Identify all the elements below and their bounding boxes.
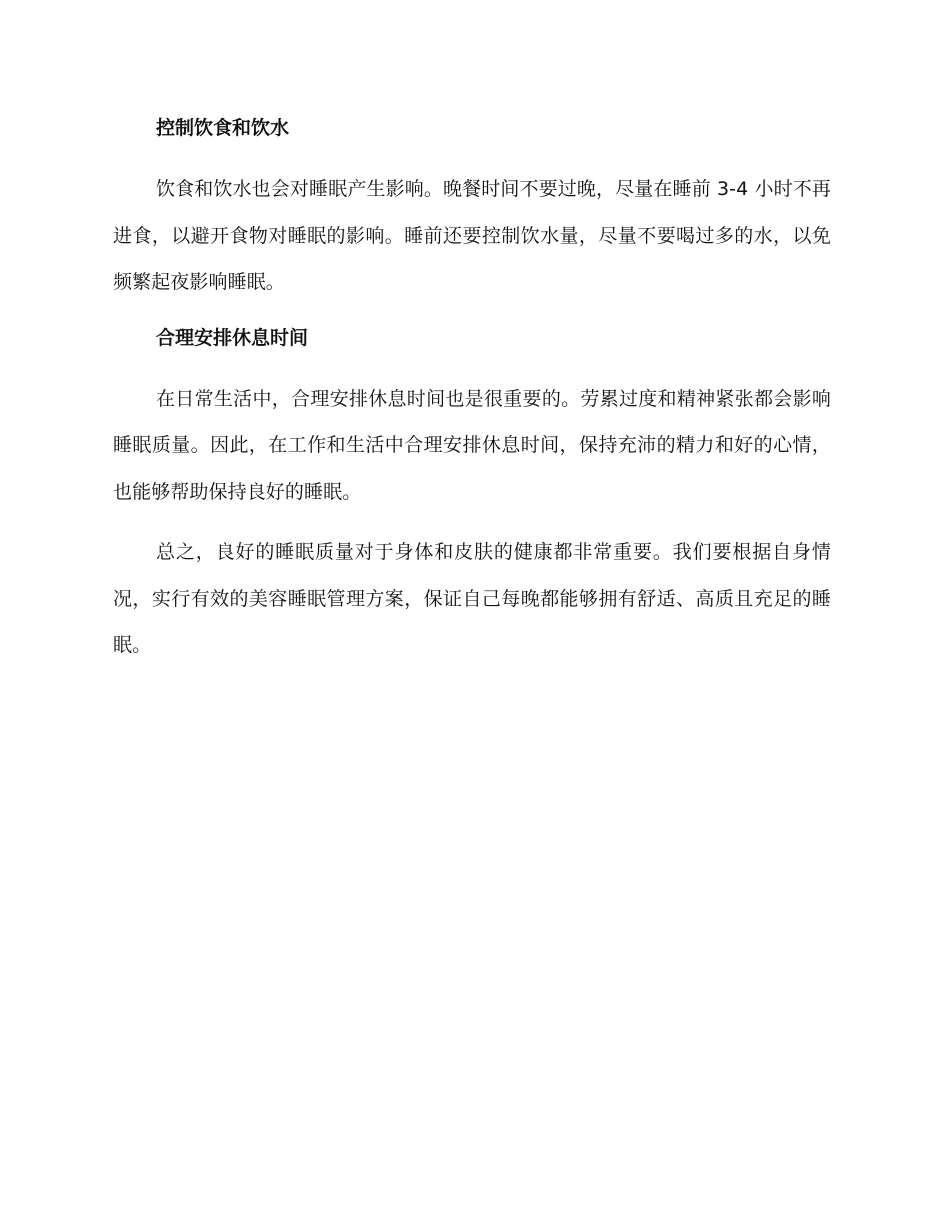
- section-paragraph-rest: 在日常生活中，合理安排休息时间也是很重要的。劳累过度和精神紧张都会影响睡眠质量。因此，在工作和生活中合理安排休息时间，保持充沛的精力和好的心情，也能够帮助保持良好的睡眠。: [113, 387, 831, 503]
- section-heading-rest: 合理安排休息时间: [156, 326, 309, 349]
- section-heading-diet: 控制饮食和饮水: [156, 117, 290, 139]
- document-body: [113, 110, 831, 683]
- conclusion-paragraph: 总之，良好的睡眠质量对于身体和皮肤的健康都非常重要。我们要根据自身情况，实行有效的美容睡眠管理方案，保证自己每晚都能够拥有舒适、高质且充足的睡眠。: [113, 541, 831, 656]
- section-paragraph-diet: 饮食和饮水也会对睡眠产生影响。晚餐时间不要过晚，尽量在睡前 3-4 小时不再进食，以避开食物对睡眠的影响。睡前还要控制饮水量，尽量不要喝过多的水，以免频繁起夜影响睡眠。: [113, 178, 831, 293]
